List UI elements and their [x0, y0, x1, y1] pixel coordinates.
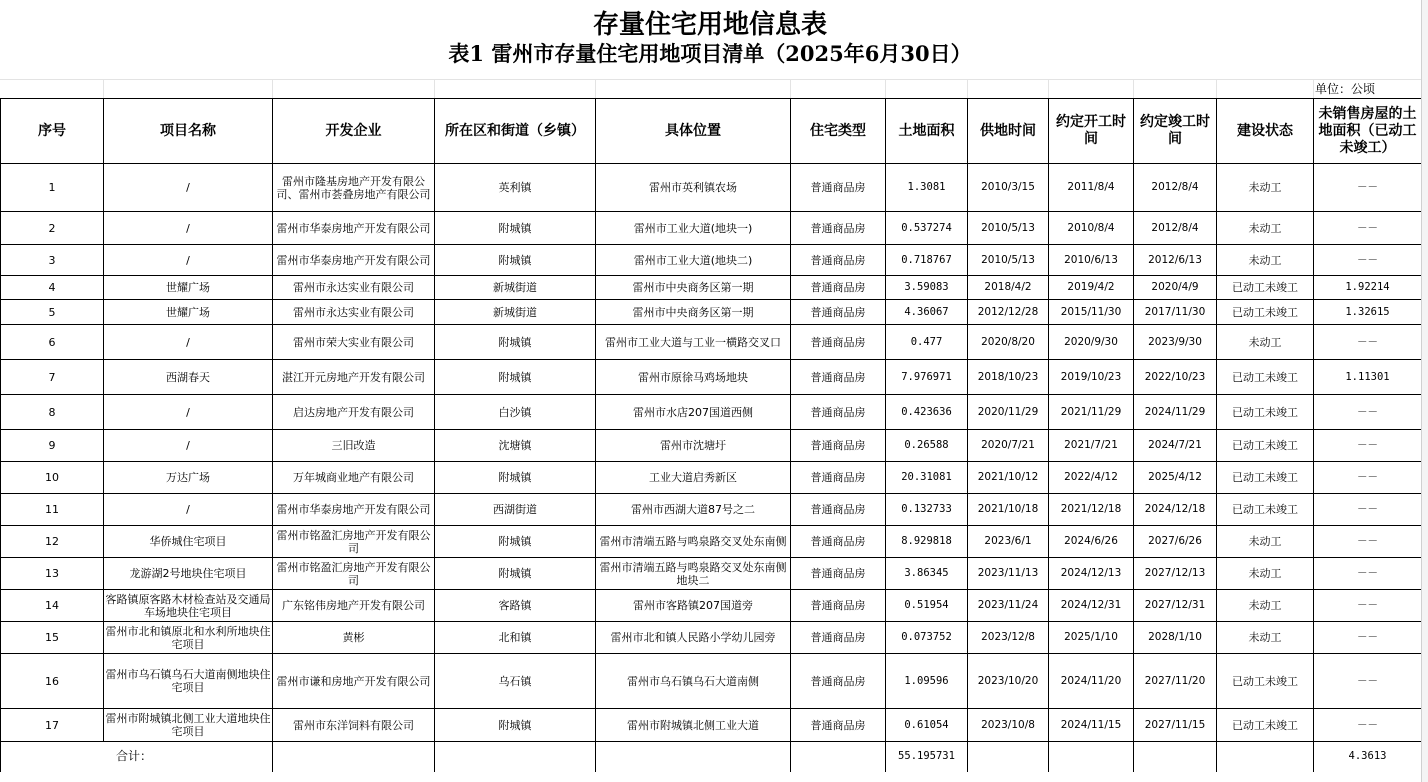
cell-project-name: 万达广场: [104, 462, 273, 494]
table-row: [1, 325, 1422, 360]
cell-developer: 三旧改造: [273, 430, 435, 462]
cell-status: 未动工: [1217, 622, 1314, 654]
cell-housing-type: 普通商品房: [791, 430, 886, 462]
cell-location: 工业大道启秀新区: [596, 462, 791, 494]
cell-status: 未动工: [1217, 590, 1314, 622]
table-row: [1, 590, 1422, 622]
cell-unsold-area: －－: [1314, 558, 1422, 590]
cell-district: 附城镇: [435, 212, 596, 245]
cell-start-date: 2024/6/26: [1049, 526, 1134, 558]
cell-location: 雷州市清端五路与鸣泉路交叉处东南侧地块二: [596, 558, 791, 590]
cell-unsold-area: －－: [1314, 526, 1422, 558]
cell-developer: 雷州市华泰房地产开发有限公司: [273, 212, 435, 245]
cell-location: 雷州市工业大道与工业一横路交叉口: [596, 325, 791, 360]
cell-developer: 广东铭伟房地产开发有限公司: [273, 590, 435, 622]
cell-location: 雷州市工业大道(地块一): [596, 212, 791, 245]
cell-supply-date: 2020/8/20: [968, 325, 1049, 360]
cell-district: 附城镇: [435, 558, 596, 590]
cell-unsold-area: －－: [1314, 212, 1422, 245]
cell-status: 未动工: [1217, 526, 1314, 558]
cell-project-name: 世耀广场: [104, 300, 273, 325]
cell-start-date: 2024/11/20: [1049, 654, 1134, 709]
cell-land-area: 1.3081: [886, 164, 968, 212]
table-row: [1, 212, 1422, 245]
cell-project-name: /: [104, 245, 273, 276]
table-row: [1, 395, 1422, 430]
cell-district: 附城镇: [435, 709, 596, 742]
cell-district: 新城街道: [435, 276, 596, 300]
total-label: 合计：: [1, 742, 273, 772]
table-row: [1, 622, 1422, 654]
cell-completion-date: 2024/11/29: [1134, 395, 1217, 430]
cell-status: 未动工: [1217, 245, 1314, 276]
cell-start-date: 2021/12/18: [1049, 494, 1134, 526]
cell-status: 未动工: [1217, 558, 1314, 590]
cell-location: 雷州市北和镇人民路小学幼儿园旁: [596, 622, 791, 654]
cell-land-area: 20.31081: [886, 462, 968, 494]
header-land-area: 土地面积: [886, 99, 968, 164]
cell-supply-date: 2023/12/8: [968, 622, 1049, 654]
table-row: [1, 430, 1422, 462]
cell-developer: 黄彬: [273, 622, 435, 654]
cell-status: 已动工未竣工: [1217, 462, 1314, 494]
cell-district: 附城镇: [435, 245, 596, 276]
table-row: [1, 300, 1422, 325]
cell-land-area: 1.09596: [886, 654, 968, 709]
cell-developer: 雷州市荣大实业有限公司: [273, 325, 435, 360]
page-title: 存量住宅用地信息表: [592, 10, 827, 40]
table-row: [1, 526, 1422, 558]
cell-district: 乌石镇: [435, 654, 596, 709]
cell-developer: 雷州市东洋饲料有限公司: [273, 709, 435, 742]
cell-supply-date: 2018/10/23: [968, 360, 1049, 395]
cell-completion-date: 2027/12/31: [1134, 590, 1217, 622]
cell-completion-date: 2027/12/13: [1134, 558, 1217, 590]
cell-land-area: 3.59083: [886, 276, 968, 300]
cell-completion-date: 2012/6/13: [1134, 245, 1217, 276]
cell-supply-date: 2010/3/15: [968, 164, 1049, 212]
cell-housing-type: 普通商品房: [791, 590, 886, 622]
cell-start-date: 2024/12/13: [1049, 558, 1134, 590]
cell-start-date: 2024/12/31: [1049, 590, 1134, 622]
cell-completion-date: 2017/11/30: [1134, 300, 1217, 325]
cell-start-date: 2021/11/29: [1049, 395, 1134, 430]
cell-start-date: 2011/8/4: [1049, 164, 1134, 212]
cell-completion-date: 2012/8/4: [1134, 212, 1217, 245]
cell-developer: 雷州市谦和房地产开发有限公司: [273, 654, 435, 709]
cell-district: 沈塘镇: [435, 430, 596, 462]
cell-developer: 雷州市铭盈汇房地产开发有限公司: [273, 526, 435, 558]
cell-seq: 5: [1, 300, 104, 325]
cell-housing-type: 普通商品房: [791, 212, 886, 245]
cell-completion-date: 2024/7/21: [1134, 430, 1217, 462]
cell-seq: 14: [1, 590, 104, 622]
cell-project-name: /: [104, 212, 273, 245]
cell-seq: 9: [1, 430, 104, 462]
cell-status: 未动工: [1217, 325, 1314, 360]
cell-developer: 雷州市隆基房地产开发有限公司、雷州市荟叠房地产有限公司: [273, 164, 435, 212]
header-unsold-area: 未销售房屋的土地面积（已动工未竣工）: [1314, 99, 1422, 164]
cell-developer: 雷州市铭盈汇房地产开发有限公司: [273, 558, 435, 590]
cell-district: 附城镇: [435, 325, 596, 360]
cell-housing-type: 普通商品房: [791, 462, 886, 494]
total-land-area: 55.195731: [886, 742, 968, 772]
cell-supply-date: 2023/11/13: [968, 558, 1049, 590]
header-project-name: 项目名称: [104, 99, 273, 164]
cell-supply-date: 2020/7/21: [968, 430, 1049, 462]
cell-project-name: /: [104, 430, 273, 462]
header-district: 所在区和街道（乡镇）: [435, 99, 596, 164]
cell-district: 西湖街道: [435, 494, 596, 526]
cell-supply-date: 2023/10/20: [968, 654, 1049, 709]
cell-location: 雷州市清端五路与鸣泉路交叉处东南侧: [596, 526, 791, 558]
cell-housing-type: 普通商品房: [791, 709, 886, 742]
table-row: [1, 164, 1422, 212]
cell-location: 雷州市附城镇北侧工业大道: [596, 709, 791, 742]
cell-unsold-area: 1.92214: [1314, 276, 1422, 300]
cell-unsold-area: －－: [1314, 709, 1422, 742]
cell-supply-date: 2012/12/28: [968, 300, 1049, 325]
cell-housing-type: 普通商品房: [791, 494, 886, 526]
cell-unsold-area: －－: [1314, 494, 1422, 526]
cell-housing-type: 普通商品房: [791, 300, 886, 325]
cell-housing-type: 普通商品房: [791, 164, 886, 212]
table-row: [1, 462, 1422, 494]
cell-start-date: 2019/10/23: [1049, 360, 1134, 395]
cell-status: 未动工: [1217, 164, 1314, 212]
cell-supply-date: 2023/6/1: [968, 526, 1049, 558]
cell-unsold-area: －－: [1314, 430, 1422, 462]
cell-location: 雷州市原徐马鸡场地块: [596, 360, 791, 395]
cell-land-area: 0.132733: [886, 494, 968, 526]
header-housing-type: 住宅类型: [791, 99, 886, 164]
cell-start-date: 2020/9/30: [1049, 325, 1134, 360]
header-status: 建设状态: [1217, 99, 1314, 164]
cell-status: 已动工未竣工: [1217, 430, 1314, 462]
cell-land-area: 7.976971: [886, 360, 968, 395]
cell-developer: 万年城商业地产有限公司: [273, 462, 435, 494]
cell-district: 白沙镇: [435, 395, 596, 430]
cell-location: 雷州市西湖大道87号之二: [596, 494, 791, 526]
cell-land-area: 0.718767: [886, 245, 968, 276]
cell-unsold-area: －－: [1314, 325, 1422, 360]
cell-land-area: 0.26588: [886, 430, 968, 462]
cell-unsold-area: 1.11301: [1314, 360, 1422, 395]
cell-status: 已动工未竣工: [1217, 654, 1314, 709]
cell-location: 雷州市工业大道(地块二): [596, 245, 791, 276]
cell-seq: 8: [1, 395, 104, 430]
header-start-date: 约定开工时间: [1049, 99, 1134, 164]
cell-seq: 13: [1, 558, 104, 590]
cell-housing-type: 普通商品房: [791, 360, 886, 395]
cell-seq: 3: [1, 245, 104, 276]
cell-start-date: 2015/11/30: [1049, 300, 1134, 325]
cell-location: 雷州市水店207国道西侧: [596, 395, 791, 430]
cell-land-area: 0.51954: [886, 590, 968, 622]
table-row: [1, 654, 1422, 709]
cell-completion-date: 2027/6/26: [1134, 526, 1217, 558]
cell-housing-type: 普通商品房: [791, 558, 886, 590]
cell-district: 附城镇: [435, 360, 596, 395]
cell-seq: 10: [1, 462, 104, 494]
cell-completion-date: 2024/12/18: [1134, 494, 1217, 526]
cell-developer: 启达房地产开发有限公司: [273, 395, 435, 430]
cell-land-area: 0.477: [886, 325, 968, 360]
cell-project-name: 雷州市附城镇北侧工业大道地块住宅项目: [104, 709, 273, 742]
cell-land-area: 4.36067: [886, 300, 968, 325]
cell-start-date: 2025/1/10: [1049, 622, 1134, 654]
cell-start-date: 2024/11/15: [1049, 709, 1134, 742]
cell-housing-type: 普通商品房: [791, 654, 886, 709]
cell-project-name: /: [104, 395, 273, 430]
cell-developer: 雷州市华泰房地产开发有限公司: [273, 494, 435, 526]
cell-location: 雷州市中央商务区第一期: [596, 276, 791, 300]
cell-status: 已动工未竣工: [1217, 276, 1314, 300]
cell-seq: 15: [1, 622, 104, 654]
cell-location: 雷州市乌石镇乌石大道南侧: [596, 654, 791, 709]
header-completion-date: 约定竣工时间: [1134, 99, 1217, 164]
cell-housing-type: 普通商品房: [791, 325, 886, 360]
cell-supply-date: 2023/10/8: [968, 709, 1049, 742]
cell-unsold-area: －－: [1314, 462, 1422, 494]
table-header-row: [1, 99, 1422, 164]
cell-housing-type: 普通商品房: [791, 245, 886, 276]
unit-label: 单位：公顷: [1315, 82, 1376, 96]
table-row: [1, 494, 1422, 526]
cell-unsold-area: －－: [1314, 622, 1422, 654]
cell-unsold-area: －－: [1314, 654, 1422, 709]
cell-location: 雷州市中央商务区第一期: [596, 300, 791, 325]
cell-seq: 17: [1, 709, 104, 742]
cell-housing-type: 普通商品房: [791, 276, 886, 300]
title-block: [0, 0, 1428, 96]
cell-start-date: 2022/4/12: [1049, 462, 1134, 494]
cell-unsold-area: 1.32615: [1314, 300, 1422, 325]
cell-project-name: 龙游湖2号地块住宅项目: [104, 558, 273, 590]
cell-start-date: 2019/4/2: [1049, 276, 1134, 300]
cell-project-name: 华侨城住宅项目: [104, 526, 273, 558]
cell-land-area: 0.423636: [886, 395, 968, 430]
table-row: [1, 245, 1422, 276]
cell-seq: 11: [1, 494, 104, 526]
cell-location: 雷州市英利镇农场: [596, 164, 791, 212]
cell-completion-date: 2028/1/10: [1134, 622, 1217, 654]
cell-unsold-area: －－: [1314, 245, 1422, 276]
cell-completion-date: 2020/4/9: [1134, 276, 1217, 300]
cell-land-area: 0.61054: [886, 709, 968, 742]
cell-seq: 2: [1, 212, 104, 245]
cell-completion-date: 2023/9/30: [1134, 325, 1217, 360]
cell-status: 已动工未竣工: [1217, 360, 1314, 395]
cell-project-name: 西湖春天: [104, 360, 273, 395]
page-subtitle: 表1 雷州市存量住宅用地项目清单（2025年6月30日）: [448, 41, 972, 66]
cell-seq: 6: [1, 325, 104, 360]
cell-supply-date: 2021/10/12: [968, 462, 1049, 494]
cell-district: 英利镇: [435, 164, 596, 212]
cell-supply-date: 2023/11/24: [968, 590, 1049, 622]
cell-developer: 雷州市永达实业有限公司: [273, 300, 435, 325]
cell-start-date: 2010/6/13: [1049, 245, 1134, 276]
cell-project-name: 世耀广场: [104, 276, 273, 300]
cell-district: 客路镇: [435, 590, 596, 622]
cell-district: 附城镇: [435, 526, 596, 558]
header-developer: 开发企业: [273, 99, 435, 164]
cell-location: 雷州市沈塘圩: [596, 430, 791, 462]
cell-project-name: 雷州市北和镇原北和水利所地块住宅项目: [104, 622, 273, 654]
cell-status: 已动工未竣工: [1217, 709, 1314, 742]
total-unsold-area: 4.3613: [1314, 742, 1422, 772]
cell-unsold-area: －－: [1314, 164, 1422, 212]
table-row: [1, 709, 1422, 742]
cell-land-area: 8.929818: [886, 526, 968, 558]
cell-supply-date: 2010/5/13: [968, 245, 1049, 276]
cell-completion-date: 2022/10/23: [1134, 360, 1217, 395]
cell-project-name: /: [104, 164, 273, 212]
land-table: [0, 98, 1422, 772]
cell-supply-date: 2010/5/13: [968, 212, 1049, 245]
cell-housing-type: 普通商品房: [791, 395, 886, 430]
cell-district: 北和镇: [435, 622, 596, 654]
cell-seq: 7: [1, 360, 104, 395]
cell-completion-date: 2025/4/12: [1134, 462, 1217, 494]
sheet-edge: [1421, 0, 1428, 782]
table-row: [1, 276, 1422, 300]
cell-status: 未动工: [1217, 212, 1314, 245]
table-row: [1, 360, 1422, 395]
cell-land-area: 0.537274: [886, 212, 968, 245]
cell-housing-type: 普通商品房: [791, 622, 886, 654]
cell-developer: 湛江开元房地产开发有限公司: [273, 360, 435, 395]
cell-developer: 雷州市永达实业有限公司: [273, 276, 435, 300]
cell-unsold-area: －－: [1314, 590, 1422, 622]
header-location: 具体位置: [596, 99, 791, 164]
header-seq: 序号: [1, 99, 104, 164]
header-supply-date: 供地时间: [968, 99, 1049, 164]
cell-developer: 雷州市华泰房地产开发有限公司: [273, 245, 435, 276]
cell-supply-date: 2018/4/2: [968, 276, 1049, 300]
cell-status: 已动工未竣工: [1217, 494, 1314, 526]
cell-completion-date: 2027/11/20: [1134, 654, 1217, 709]
cell-seq: 16: [1, 654, 104, 709]
table-body: [1, 164, 1422, 742]
cell-status: 已动工未竣工: [1217, 300, 1314, 325]
cell-start-date: 2021/7/21: [1049, 430, 1134, 462]
cell-unsold-area: －－: [1314, 395, 1422, 430]
cell-seq: 4: [1, 276, 104, 300]
cell-location: 雷州市客路镇207国道旁: [596, 590, 791, 622]
cell-seq: 12: [1, 526, 104, 558]
cell-start-date: 2010/8/4: [1049, 212, 1134, 245]
cell-housing-type: 普通商品房: [791, 526, 886, 558]
total-row: [1, 742, 1422, 772]
cell-seq: 1: [1, 164, 104, 212]
cell-project-name: 雷州市乌石镇乌石大道南侧地块住宅项目: [104, 654, 273, 709]
table-row: [1, 558, 1422, 590]
cell-project-name: 客路镇原客路木材检查站及交通局车场地块住宅项目: [104, 590, 273, 622]
cell-land-area: 3.86345: [886, 558, 968, 590]
cell-district: 新城街道: [435, 300, 596, 325]
cell-land-area: 0.073752: [886, 622, 968, 654]
cell-completion-date: 2012/8/4: [1134, 164, 1217, 212]
cell-district: 附城镇: [435, 462, 596, 494]
cell-completion-date: 2027/11/15: [1134, 709, 1217, 742]
cell-project-name: /: [104, 494, 273, 526]
cell-supply-date: 2021/10/18: [968, 494, 1049, 526]
cell-project-name: /: [104, 325, 273, 360]
cell-status: 已动工未竣工: [1217, 395, 1314, 430]
cell-supply-date: 2020/11/29: [968, 395, 1049, 430]
